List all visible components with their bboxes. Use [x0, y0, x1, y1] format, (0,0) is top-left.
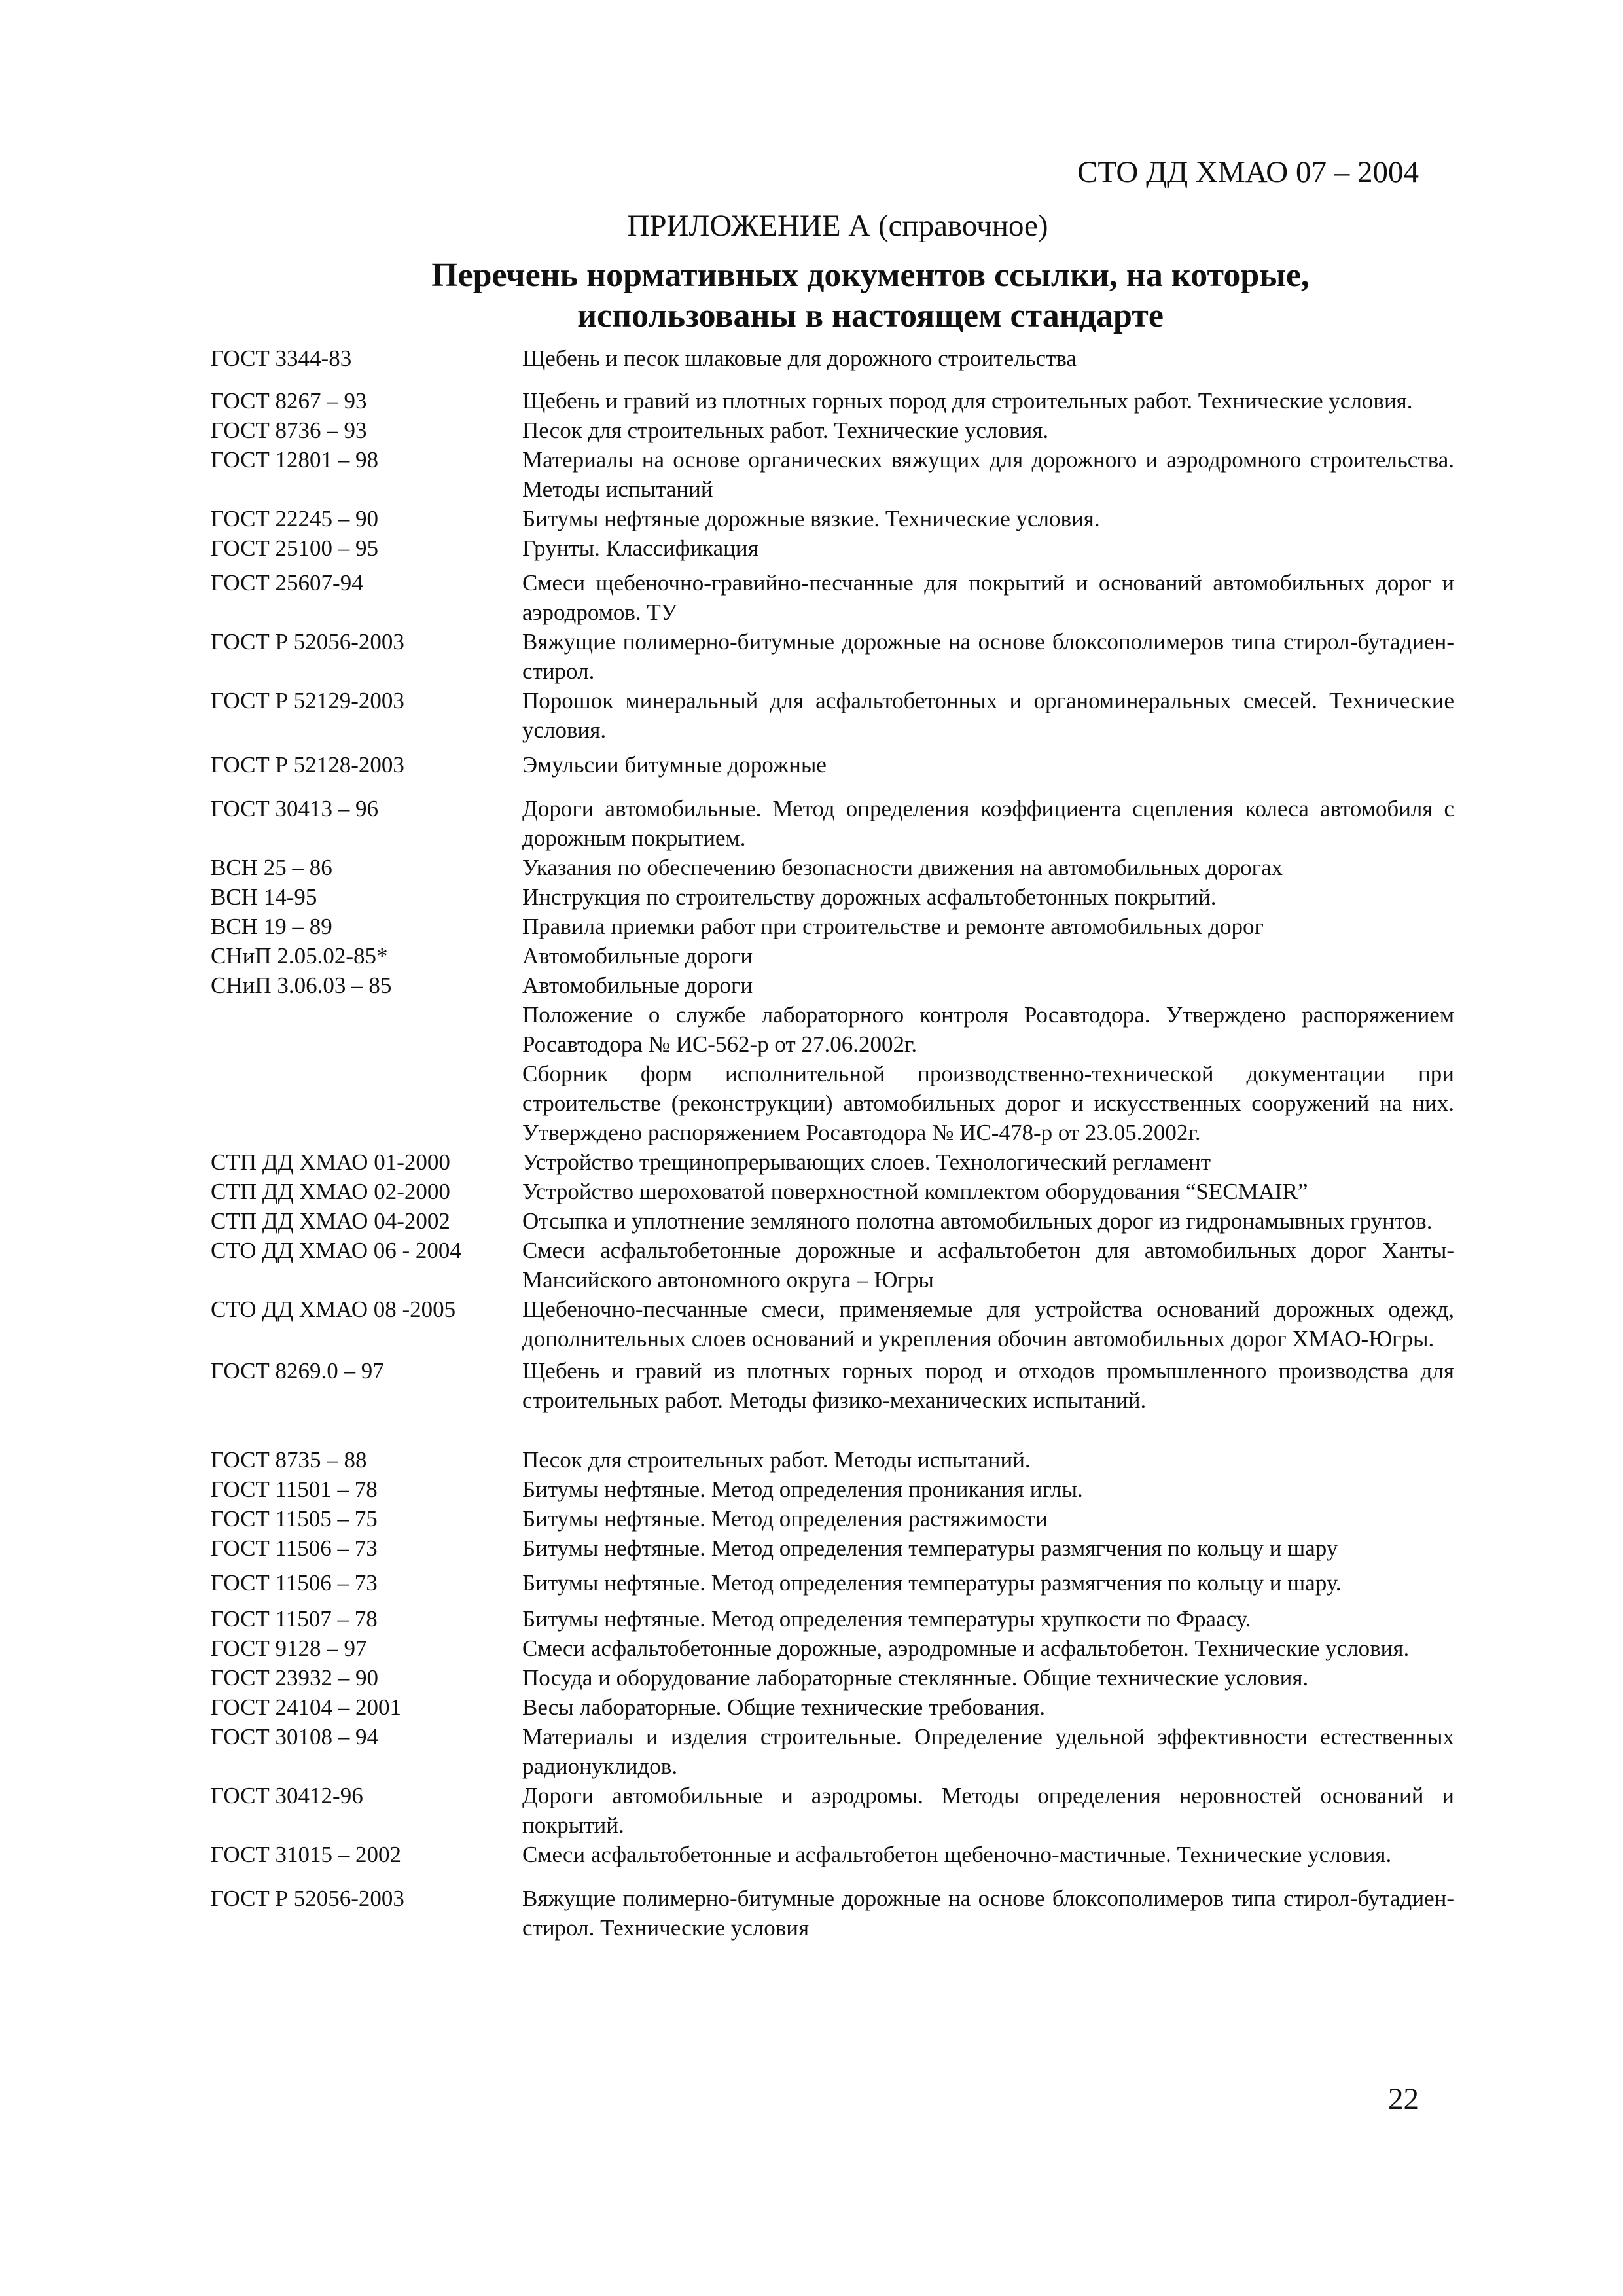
reference-code: ГОСТ 31015 – 2002: [211, 1842, 402, 1867]
reference-row: [211, 971, 1454, 1000]
reference-title: Грунты. Классификация: [522, 535, 758, 561]
reference-code: ВСН 19 – 89: [211, 914, 332, 939]
reference-code: ГОСТ 8735 – 88: [211, 1447, 367, 1473]
reference-row: [211, 750, 1454, 780]
page-title: [196, 255, 1544, 336]
reference-code: ГОСТ 8269.0 – 97: [211, 1358, 384, 1384]
reference-title: Щебень и гравий из плотных горных пород для строительных работ. Технические условия.: [522, 388, 1413, 414]
reference-code: ГОСТ 24104 – 2001: [211, 1695, 402, 1720]
reference-row: [211, 1884, 1454, 1943]
reference-row: [211, 344, 1454, 373]
reference-title: Дороги автомобильные. Метод определения коэффициента сцепления колеса автомобиля с дорожным покрытием.: [522, 796, 1454, 851]
reference-title: Правила приемки работ при строительстве и ремонте автомобильных дорог: [522, 914, 1264, 939]
reference-code: ГОСТ 30108 – 94: [211, 1724, 379, 1749]
reference-title: Щебень и гравий из плотных горных пород и отходов промышленного производства для строительных работ. Методы физико-механических испытаний.: [522, 1358, 1454, 1413]
reference-code: ГОСТ 9128 – 97: [211, 1636, 367, 1661]
reference-code: ГОСТ 3344-83: [211, 346, 352, 371]
reference-title: Материалы и изделия строительные. Определение удельной эффективности естественных радионуклидов.: [522, 1724, 1454, 1779]
reference-title: Смеси асфальтобетонные и асфальтобетон щебеночно-мастичные. Технические условия.: [522, 1842, 1392, 1867]
reference-code: ГОСТ 25100 – 95: [211, 535, 379, 561]
reference-code: ГОСТ Р 52129-2003: [211, 688, 404, 713]
reference-row: [211, 853, 1454, 882]
reference-row: [211, 1604, 1454, 1634]
reference-title: Автомобильные дороги: [522, 943, 753, 969]
reference-title: Песок для строительных работ. Технические условия.: [522, 418, 1049, 443]
reference-row: [211, 1147, 1454, 1177]
reference-row: [211, 533, 1454, 563]
reference-code: ГОСТ Р 52128-2003: [211, 752, 404, 778]
reference-code: ГОСТ 8736 – 93: [211, 418, 367, 443]
reference-code: ГОСТ 11501 – 78: [211, 1477, 378, 1502]
reference-code: [211, 1059, 522, 1147]
reference-row: [211, 1693, 1454, 1722]
reference-title: Отсыпка и уплотнение земляного полотна автомобильных дорог из гидронамывных грунтов.: [522, 1208, 1433, 1234]
reference-title: Битумы нефтяные. Метод определения температуры размягчения по кольцу и шару: [522, 1535, 1338, 1561]
reference-title: Щебень и песок шлаковые для дорожного строительства: [522, 346, 1077, 371]
reference-title: Эмульсии битумные дорожные: [522, 752, 827, 778]
reference-title: Битумы нефтяные. Метод определения температуры размягчения по кольцу и шару.: [522, 1570, 1342, 1596]
reference-row: [211, 504, 1454, 533]
reference-code: СНиП 3.06.03 – 85: [211, 973, 392, 998]
reference-title: Смеси щебеночно-гравийно-песчанные для покрытий и оснований автомобильных дорог и аэродромов. ТУ: [522, 570, 1454, 625]
reference-code: ГОСТ 30412-96: [211, 1783, 363, 1808]
reference-title: Битумы нефтяные дорожные вязкие. Технические условия.: [522, 506, 1100, 531]
reference-code: ГОСТ Р 52056-2003: [211, 629, 404, 655]
reference-title: Указания по обеспечению безопасности движения на автомобильных дорогах: [522, 855, 1283, 880]
reference-title: Щебеночно-песчанные смеси, применяемые для устройства оснований дорожных одежд, дополнительных слоев оснований и укрепления обочин автомобильных дорог ХМАО-Югры.: [522, 1297, 1454, 1352]
reference-row: [211, 1722, 1454, 1781]
reference-row: [211, 1059, 1454, 1147]
reference-code: ГОСТ 30413 – 96: [211, 796, 379, 821]
reference-title: Битумы нефтяные. Метод определения проникания иглы.: [522, 1477, 1083, 1502]
reference-title: Посуда и оборудование лабораторные стеклянные. Общие технические условия.: [522, 1665, 1309, 1691]
reference-row: [211, 1781, 1454, 1840]
title-line: Перечень нормативных документов ссылки, на которые,: [431, 257, 1310, 294]
reference-title: Вяжущие полимерно-битумные дорожные на основе блоксополимеров типа стирол-бутадиен-стирол.: [522, 629, 1454, 684]
reference-title: Вяжущие полимерно-битумные дорожные на основе блоксополимеров типа стирол-бутадиен-стирол. Технические условия: [522, 1886, 1454, 1941]
reference-row: [211, 1634, 1454, 1663]
reference-row: [211, 386, 1454, 416]
reference-title: Инструкция по строительству дорожных асфальтобетонных покрытий.: [522, 884, 1217, 910]
reference-title: Битумы нефтяные. Метод определения температуры хрупкости по Фраасу.: [522, 1606, 1251, 1632]
reference-title: Устройство трещинопрерывающих слоев. Технологический регламент: [522, 1149, 1211, 1175]
reference-row: [211, 941, 1454, 971]
reference-code: СНиП 2.05.02-85*: [211, 943, 388, 969]
reference-title: Положение о службе лабораторного контроля Росавтодора. Утверждено распоряжением Росавтодора № ИС-562-р от 27.06.2002г.: [522, 1002, 1454, 1057]
reference-title: Устройство шероховатой поверхностной комплектом оборудования “SECMAIR”: [522, 1179, 1308, 1204]
reference-code: СТП ДД ХМАО 01-2000: [211, 1149, 450, 1175]
reference-title: Песок для строительных работ. Методы испытаний.: [522, 1447, 1031, 1473]
reference-code: ГОСТ 11507 – 78: [211, 1606, 378, 1632]
reference-row: [211, 1236, 1454, 1295]
reference-row: [211, 445, 1454, 504]
reference-title: Смеси асфальтобетонные дорожные, аэродромные и асфальтобетон. Технические условия.: [522, 1636, 1410, 1661]
reference-row: [211, 1445, 1454, 1475]
reference-row: [211, 1295, 1454, 1354]
reference-row: [211, 1177, 1454, 1206]
reference-row: [211, 794, 1454, 853]
reference-row: [211, 1534, 1454, 1563]
reference-title: Дороги автомобильные и аэродромы. Методы определения неровностей оснований и покрытий.: [522, 1783, 1454, 1838]
reference-row: [211, 568, 1454, 627]
reference-code: ВСН 25 – 86: [211, 855, 332, 880]
reference-row: [211, 1000, 1454, 1059]
reference-row: [211, 1356, 1454, 1415]
reference-code: [211, 1000, 522, 1059]
reference-row: [211, 416, 1454, 445]
reference-code: СТО ДД ХМАО 08 -2005: [211, 1297, 456, 1322]
page-number: 22: [1388, 2082, 1419, 2116]
reference-code: ГОСТ 11506 – 73: [211, 1535, 378, 1561]
document-code: СТО ДД ХМАО 07 – 2004: [1077, 155, 1419, 189]
reference-title: Весы лабораторные. Общие технические требования.: [522, 1695, 1046, 1720]
reference-title: Автомобильные дороги: [522, 973, 753, 998]
reference-code: ГОСТ 22245 – 90: [211, 506, 379, 531]
reference-row: [211, 912, 1454, 941]
reference-code: СТП ДД ХМАО 02-2000: [211, 1179, 450, 1204]
reference-title: Смеси асфальтобетонные дорожные и асфальтобетон для автомобильных дорог Ханты-Мансийского автономного округа – Югры: [522, 1238, 1454, 1293]
reference-row: [211, 882, 1454, 912]
reference-row: [211, 686, 1454, 745]
reference-title: Битумы нефтяные. Метод определения растяжимости: [522, 1506, 1048, 1532]
reference-row: [211, 1568, 1454, 1598]
reference-code: ГОСТ Р 52056-2003: [211, 1886, 404, 1911]
reference-code: ГОСТ 12801 – 98: [211, 447, 379, 473]
reference-title: Сборник форм исполнительной производственно-технической документации при строительстве (реконструкции) автомобильных дорог и искусственных сооружений на них. Утверждено распоряжением Росавтодора № ИС-478-р от 23.05.2002г.: [522, 1061, 1454, 1145]
reference-code: ВСН 14-95: [211, 884, 317, 910]
reference-row: [211, 1663, 1454, 1693]
reference-title: Материалы на основе органических вяжущих для дорожного и аэродромного строительства. Методы испытаний: [522, 447, 1454, 502]
appendix-label: ПРИЛОЖЕНИЕ А (справочное): [627, 209, 1048, 243]
reference-row: [211, 1840, 1454, 1869]
title-line: использованы в настоящем стандарте: [577, 297, 1164, 334]
reference-code: СТО ДД ХМАО 06 - 2004: [211, 1238, 461, 1263]
reference-row: [211, 1504, 1454, 1534]
reference-row: [211, 627, 1454, 686]
reference-row: [211, 1475, 1454, 1504]
reference-row: [211, 1206, 1454, 1236]
reference-code: ГОСТ 11506 – 73: [211, 1570, 378, 1596]
reference-title: Порошок минеральный для асфальтобетонных и органоминеральных смесей. Технические условия.: [522, 688, 1454, 743]
references-list: [211, 344, 1454, 1943]
reference-code: ГОСТ 8267 – 93: [211, 388, 367, 414]
reference-code: ГОСТ 11505 – 75: [211, 1506, 378, 1532]
reference-code: СТП ДД ХМАО 04-2002: [211, 1208, 450, 1234]
reference-code: ГОСТ 23932 – 90: [211, 1665, 379, 1691]
reference-code: ГОСТ 25607-94: [211, 570, 363, 596]
